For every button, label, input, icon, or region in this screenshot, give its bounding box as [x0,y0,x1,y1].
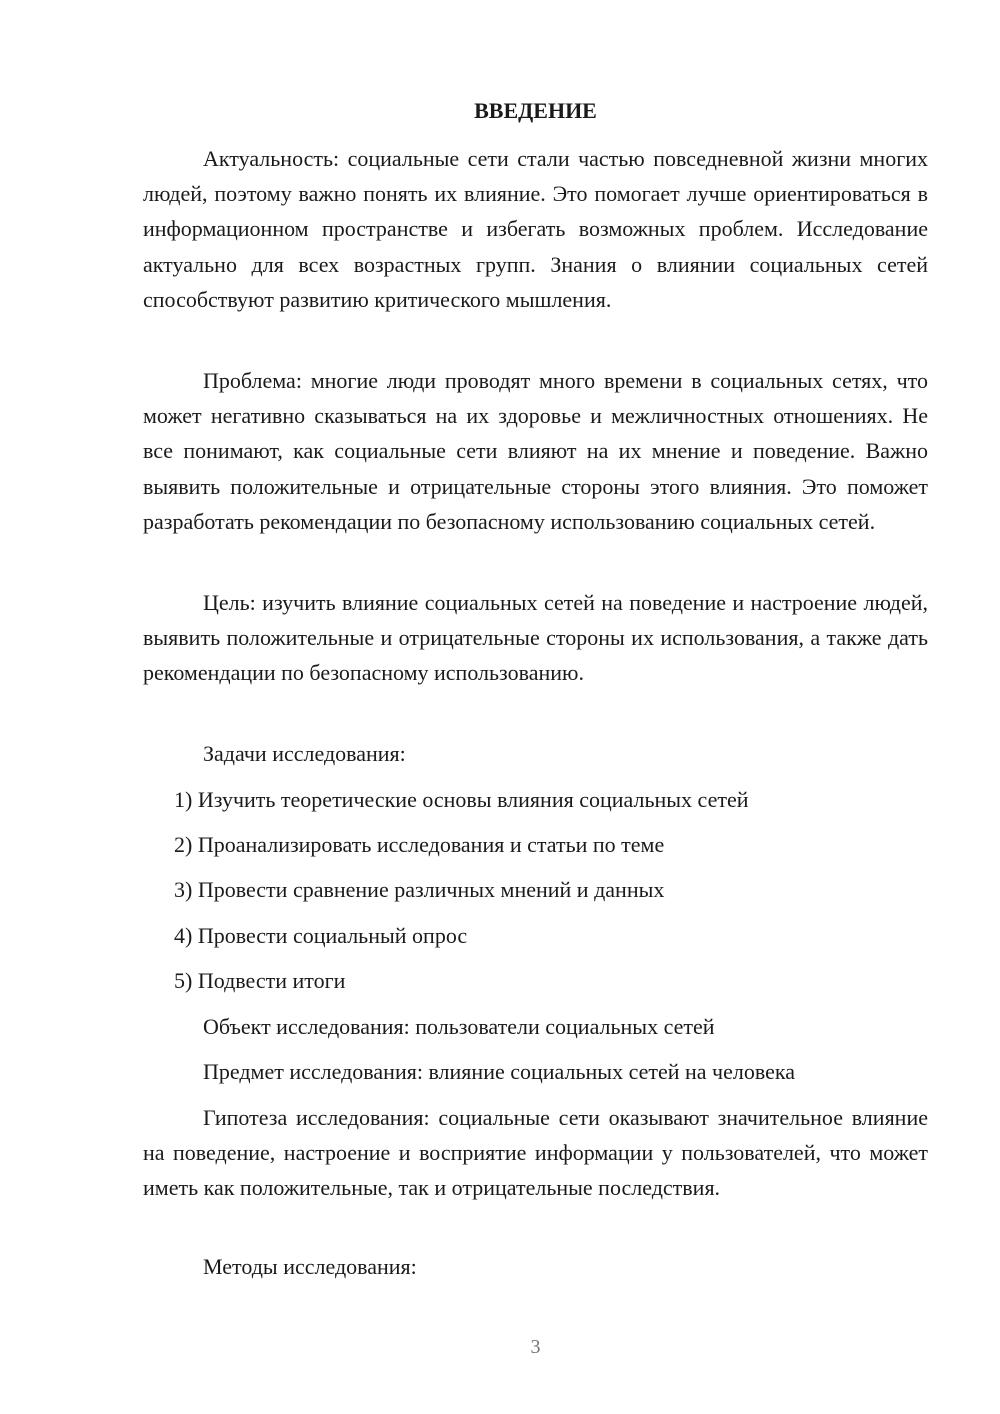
tasks-heading: Задачи исследования: [203,741,406,766]
methods-heading: Методы исследования: [203,1254,417,1279]
task-item: 2) Проанализировать исследования и статьи по теме [174,832,665,857]
research-object: Объект исследования: пользователи социальных сетей [203,1014,715,1039]
task-item: 5) Подвести итоги [174,968,346,993]
task-item: 1) Изучить теоретические основы влияния социальных сетей [174,787,749,812]
page-number: 3 [530,1336,541,1358]
page-title: ВВЕДЕНИЕ [474,98,597,123]
hypothesis-paragraph: Гипотеза исследования: социальные сети оказывают значительное влияние на поведение, настроение и восприятие информации у пользователей, что может иметь как положительные, так и отрицательные последствия. [143,1105,928,1201]
document-page [143,0,928,1414]
task-item: 4) Провести социальный опрос [174,923,468,948]
problem-paragraph: Проблема: многие люди проводят много времени в социальных сетях, что может негативно сказываться на их здоровье и межличностных отношениях. Не все понимают, как социальные сети влияют на их мнение и поведение. Важно выявить положительные и отрицательные стороны этого влияния. Это поможет разработать рекомендации по безопасному использованию социальных сетей. [143,368,928,534]
research-subject: Предмет исследования: влияние социальных сетей на человека [203,1059,796,1084]
relevance-paragraph: Актуальность: социальные сети стали частью повседневной жизни многих людей, поэтому важно понять их влияние. Это помогает лучше ориентироваться в информационном пространстве и избегать возможных проблем. Исследование актуально для всех возрастных групп. Знания о влиянии социальных сетей способствуют развитию критического мышления. [143,146,928,312]
task-item: 3) Провести сравнение различных мнений и данных [174,877,665,902]
goal-paragraph: Цель: изучить влияние социальных сетей на поведение и настроение людей, выявить положительные и отрицательные стороны их использования, а также дать рекомендации по безопасному использованию. [143,590,928,686]
